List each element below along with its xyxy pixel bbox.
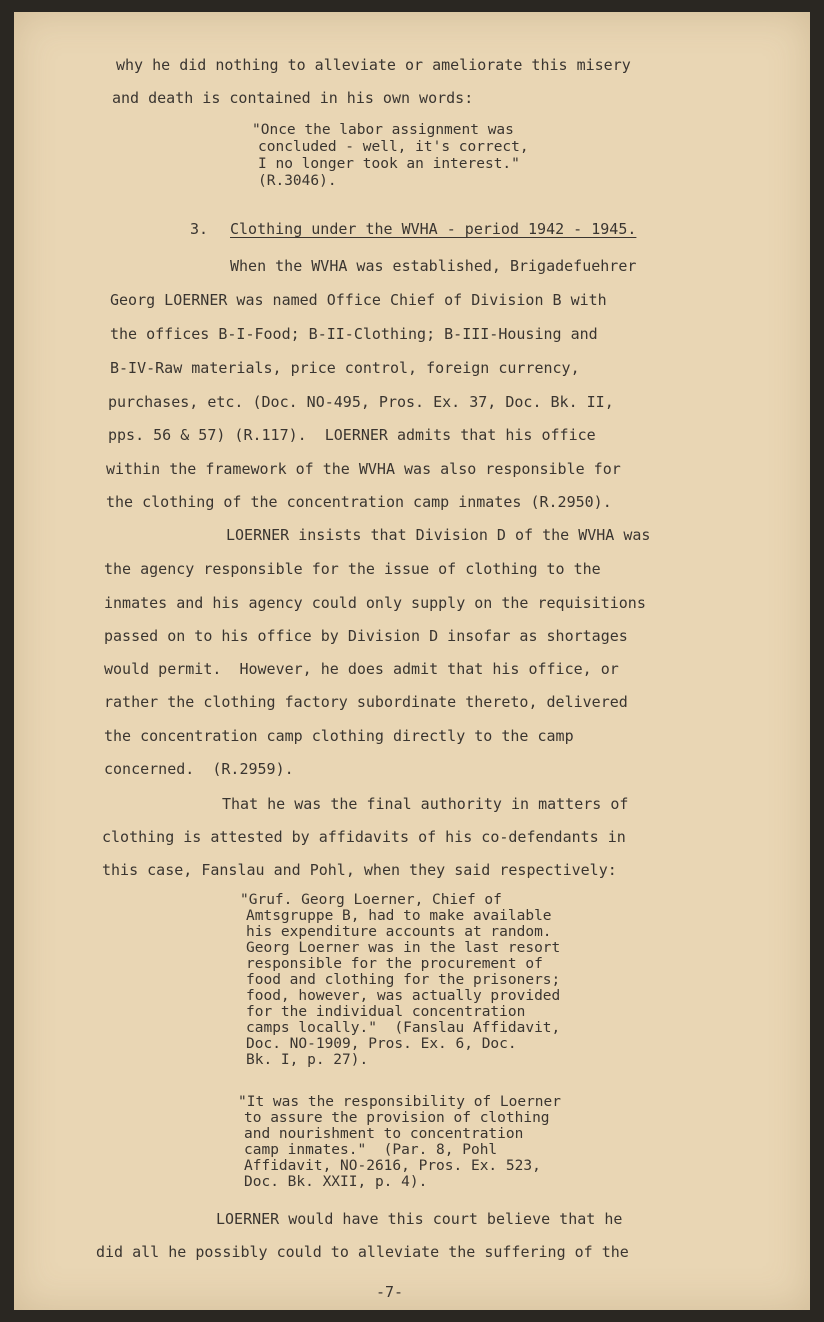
quote-line: Doc. Bk. XXII, p. 4). xyxy=(244,1174,428,1190)
quote-line: (R.3046). xyxy=(258,173,337,189)
paragraph-line: Georg LOERNER was named Office Chief of Division B with xyxy=(110,291,607,309)
paragraph-line: LOERNER would have this court believe that he xyxy=(216,1210,623,1228)
quote-line: Doc. NO-1909, Pros. Ex. 6, Doc. xyxy=(246,1036,517,1052)
quote-line: responsible for the procurement of xyxy=(246,956,543,972)
paragraph-line: B-IV-Raw materials, price control, foreign currency, xyxy=(110,359,580,377)
quote-line: I no longer took an interest." xyxy=(258,156,520,172)
quote-line: to assure the provision of clothing xyxy=(244,1110,550,1126)
document-page xyxy=(14,12,810,1310)
quote-line: Bk. I, p. 27). xyxy=(246,1052,369,1068)
quote-line: concluded - well, it's correct, xyxy=(258,139,529,155)
quote-line: Affidavit, NO-2616, Pros. Ex. 523, xyxy=(244,1158,541,1174)
intro-line: and death is contained in his own words: xyxy=(112,89,474,107)
page-number: -7- xyxy=(376,1283,404,1301)
quote-line: food and clothing for the prisoners; xyxy=(246,972,561,988)
paragraph-line: LOERNER insists that Division D of the WVHA was xyxy=(226,526,651,544)
paragraph-line: pps. 56 & 57) (R.117). LOERNER admits that his office xyxy=(108,426,596,444)
paragraph-line: rather the clothing factory subordinate thereto, delivered xyxy=(104,693,628,711)
quote-line: camps locally." (Fanslau Affidavit, xyxy=(246,1020,561,1036)
paragraph-line: would permit. However, he does admit that his office, or xyxy=(104,660,619,678)
quote-line: Georg Loerner was in the last resort xyxy=(246,940,561,956)
intro-line: why he did nothing to alleviate or ameliorate this misery xyxy=(116,56,631,74)
quote-line: and nourishment to concentration xyxy=(244,1126,524,1142)
paragraph-line: the agency responsible for the issue of clothing to the xyxy=(104,560,601,578)
paragraph-line: the concentration camp clothing directly to the camp xyxy=(104,727,574,745)
quote-line: for the individual concentration xyxy=(246,1004,526,1020)
paragraph-line: purchases, etc. (Doc. NO-495, Pros. Ex. 37, Doc. Bk. II, xyxy=(108,393,614,411)
paragraph-line: That he was the final authority in matters of xyxy=(222,795,629,813)
section-heading: Clothing under the WVHA - period 1942 - 1945. xyxy=(230,220,637,238)
paragraph-line: the offices B-I-Food; B-II-Clothing; B-III-Housing and xyxy=(110,325,598,343)
paragraph-line: clothing is attested by affidavits of his co-defendants in xyxy=(102,828,626,846)
quote-line: food, however, was actually provided xyxy=(246,988,561,1004)
quote-line: camp inmates." (Par. 8, Pohl xyxy=(244,1142,498,1158)
paragraph-line: the clothing of the concentration camp inmates (R.2950). xyxy=(106,493,612,511)
paragraph-line: concerned. (R.2959). xyxy=(104,760,294,778)
quote-line: Amtsgruppe B, had to make available xyxy=(246,908,552,924)
quote-line: his expenditure accounts at random. xyxy=(246,924,552,940)
quote-line: "Gruf. Georg Loerner, Chief of xyxy=(240,892,502,908)
paragraph-line: passed on to his office by Division D insofar as shortages xyxy=(104,627,628,645)
paragraph-line: this case, Fanslau and Pohl, when they said respectively: xyxy=(102,861,617,879)
paragraph-line: When the WVHA was established, Brigadefuehrer xyxy=(230,257,637,275)
paragraph-line: did all he possibly could to alleviate the suffering of the xyxy=(96,1243,629,1261)
quote-line: "It was the responsibility of Loerner xyxy=(238,1094,562,1110)
quote-line: "Once the labor assignment was xyxy=(252,122,514,138)
paragraph-line: inmates and his agency could only supply on the requisitions xyxy=(104,594,646,612)
section-number: 3. xyxy=(190,220,209,238)
paragraph-line: within the framework of the WVHA was also responsible for xyxy=(106,460,621,478)
